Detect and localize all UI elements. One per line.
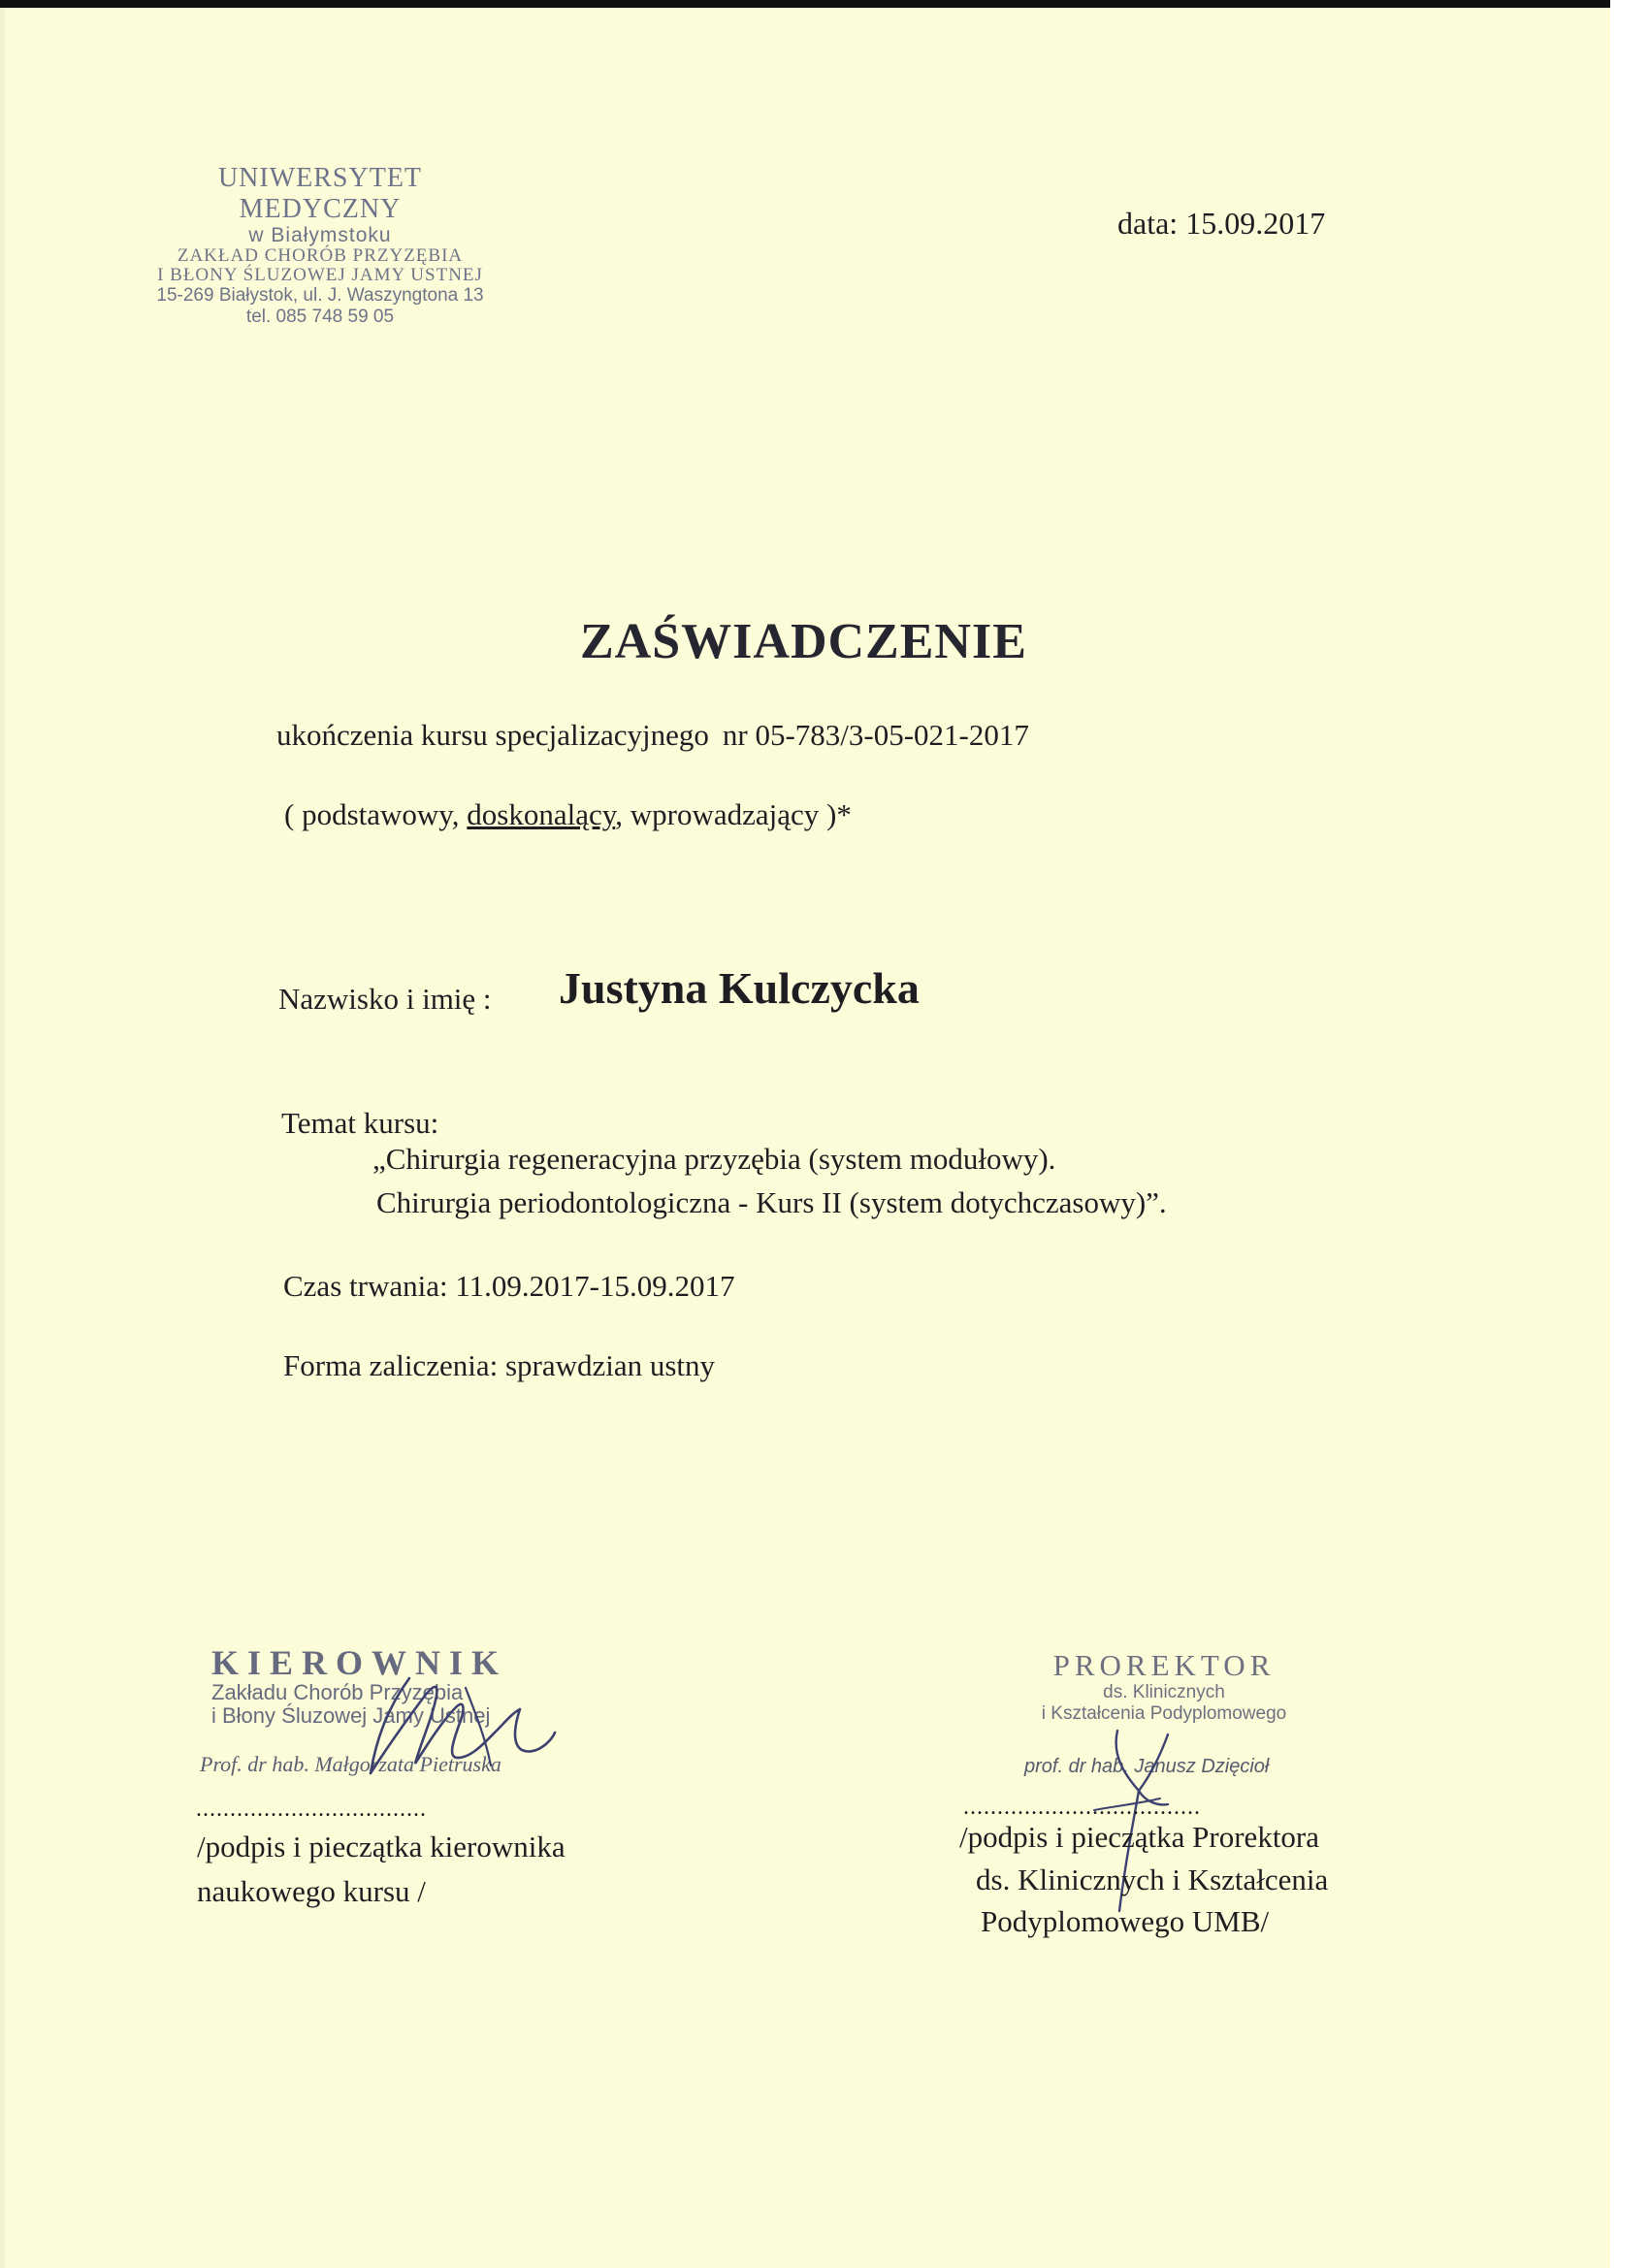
stamp-phone: tel. 085 748 59 05 [245, 307, 395, 327]
vice-rector-stamp-line2: i Kształcenia Podyplomowego [1041, 1703, 1287, 1724]
topic-label: Temat kursu: [281, 1106, 439, 1140]
head-stamp-line1: Zakładu Chorób Przyzębia [211, 1680, 464, 1704]
vice-rector-stamp-title: PROREKTOR [1052, 1648, 1276, 1682]
course-types [284, 797, 852, 832]
course-number: nr 05-783/3-05-021-2017 [722, 718, 1029, 752]
vice-rector-signature-line: ................................... [963, 1795, 1201, 1820]
course-duration: Czas trwania: 11.09.2017-15.09.2017 [283, 1269, 735, 1303]
course-intro: ukończenia kursu specjalizacyjnego [276, 718, 709, 752]
vice-rector-stamp-line1: ds. Klinicznych [1103, 1682, 1225, 1702]
stamp-city: w Białymstoku [248, 224, 392, 246]
stamp-department-line2: I BŁONY ŚLUZOWEJ JAMY USTNEJ [157, 265, 483, 285]
participant-label: Nazwisko i imię : [278, 982, 492, 1016]
course-type-selected: doskonalący [467, 797, 616, 831]
vice-rector-caption-line2: ds. Klinicznych i Kształcenia [976, 1863, 1329, 1896]
document-title: ZAŚWIADCZENIE [580, 614, 1027, 669]
vice-rector-stamp-name: prof. dr hab. Janusz Dzięcioł [1024, 1756, 1270, 1777]
course-description [276, 718, 1029, 753]
participant-name: Justyna Kulczycka [559, 963, 920, 1013]
head-signature-caption-line1: /podpis i pieczątka kierownika [197, 1830, 566, 1863]
course-types-open: ( podstawowy, [284, 797, 468, 831]
vice-rector-caption-line3: Podyplomowego UMB/ [981, 1904, 1270, 1938]
stamp-university-name: UNIWERSYTET MEDYCZNY [217, 163, 423, 224]
topic-line-2: Chirurgia periodontologiczna - Kurs II (system dotychczasowy)”. [376, 1185, 1167, 1219]
stamp-address: 15-269 Białystok, ul. J. Waszyngtona 13 [156, 285, 484, 306]
scan-right-margin [1610, 0, 1649, 2268]
head-stamp-line2: i Błony Śluzowej Jamy Ustnej [211, 1703, 491, 1728]
head-signature-line: .................................. [196, 1797, 427, 1822]
head-stamp-name: Prof. dr hab. Małgorzata Pietruska [200, 1752, 501, 1776]
head-signature-caption-line2: naukowego kursu / [197, 1874, 426, 1908]
head-stamp-title: KIEROWNIK [211, 1643, 508, 1682]
stamp-department-line1: ZAKŁAD CHORÓB PRZYZĘBIA [177, 245, 464, 266]
topic-line-1: „Chirurgia regeneracyjna przyzębia (system modułowy). [372, 1142, 1056, 1176]
vice-rector-stamp [980, 1649, 1348, 1725]
scan-left-edge [0, 8, 5, 2268]
scan-top-border [0, 0, 1649, 8]
exam-form: Forma zaliczenia: sprawdzian ustny [283, 1348, 716, 1382]
university-stamp [136, 163, 504, 328]
issue-date: data: 15.09.2017 [1117, 206, 1326, 241]
head-handwritten-signature [349, 1649, 563, 1785]
vice-rector-caption-line1: /podpis i pieczątka Prorektora [959, 1820, 1320, 1854]
course-types-rest: , wprowadzający )* [615, 797, 852, 831]
